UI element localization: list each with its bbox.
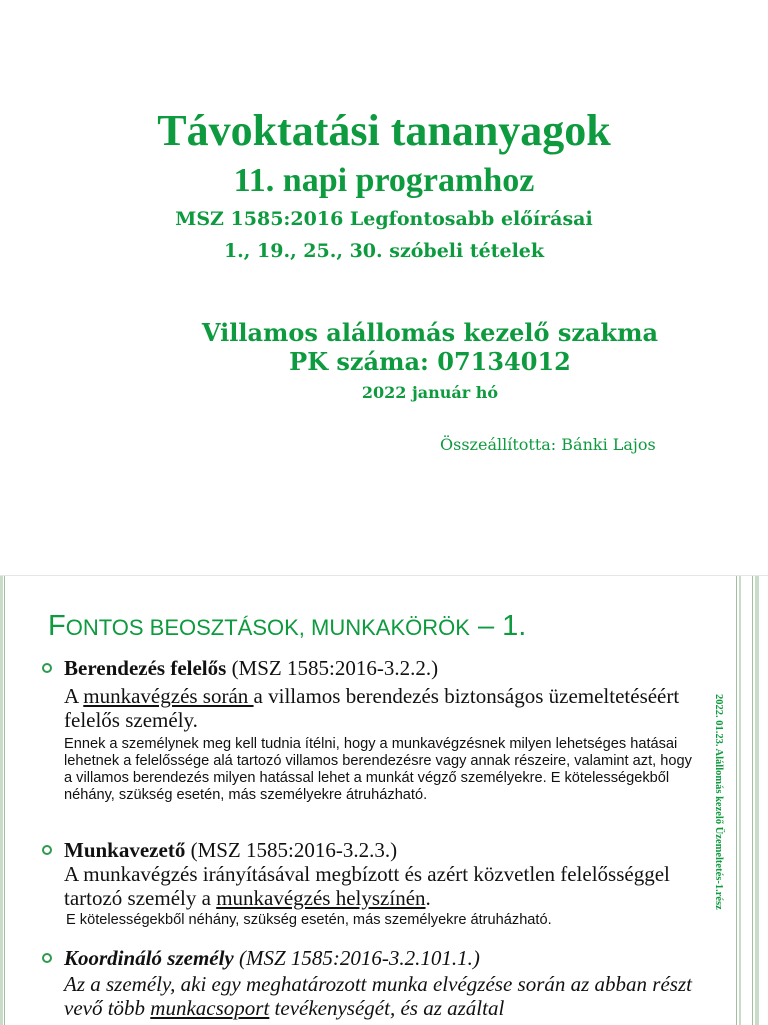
- exam-items-line: 1., 19., 25., 30. szóbeli tételek: [223, 240, 545, 262]
- slide-title: Távoktatási tananyagok: [157, 106, 611, 155]
- vertical-footer-text: 2022. 01.23. Alállomás kezelő Üzemeltetés-1.rész: [713, 694, 724, 910]
- item-reference: (MSZ 1585:2016-3.2.2.): [226, 656, 439, 680]
- bullet-icon: [42, 663, 52, 673]
- item-definition: [64, 972, 714, 1020]
- right-border-stripe: [739, 576, 741, 1025]
- definition-underlined: munkacsoport: [150, 996, 270, 1020]
- item-detail: Ennek a személynek meg kell tudnia ítélni, hogy a munkavégzésnek milyen lehetséges hatásai lehetnek a felelőssége alá tartozó villamos berendezésre vagy annak részeire, valamint azt, hogy a villamos berendezés milyen hatással lehet a munkát végző személyekre. E kötelességekből néhány, szükség esetén, más személyekre átruházható.: [64, 736, 692, 803]
- item-term: Berendezés felelős: [64, 656, 227, 680]
- definition-text-rest: a villamos berendezés biztonságos üzemeltetéséért felelős személy.: [64, 684, 680, 732]
- definition-text: A: [64, 684, 84, 708]
- definition-underlined: munkavégzés helyszínén: [216, 886, 426, 910]
- standard-line: MSZ 1585:2016 Legfontosabb előírásai: [175, 208, 593, 230]
- definition-text: A munkavégzés irányításával megbízott és azért közvetlen felelősséggel tartozó személy a: [64, 862, 670, 910]
- definition-underlined: munkavégzés során: [83, 684, 254, 708]
- item-term: Munkavezető: [64, 838, 186, 862]
- heading-initial: F: [48, 610, 66, 642]
- heading-rest: ONTOS BEOSZTÁSOK, MUNKAKÖRÖK: [65, 615, 470, 640]
- author-line: Összeállította: Bánki Lajos: [440, 435, 656, 454]
- definition-text-rest: .: [425, 886, 431, 910]
- left-border-line: [4, 576, 5, 1025]
- bullet-icon: [42, 845, 52, 855]
- item-definition: [64, 862, 714, 910]
- right-border-line: [736, 576, 737, 1025]
- profession-line: Villamos alállomás kezelő szakma: [201, 318, 659, 347]
- slide-subtitle: 11. napi programhoz: [233, 162, 535, 199]
- right-border-stripe-outer: [755, 576, 759, 1025]
- right-border-line-outer: [752, 576, 753, 1025]
- left-border-stripe: [0, 576, 3, 1025]
- date-line: 2022 január hó: [361, 383, 499, 402]
- item-detail: E kötelességekből néhány, szükség esetén, más személyekre átruházható.: [66, 912, 552, 928]
- definition-text-rest: tevékenységét, és az azáltal: [269, 996, 505, 1020]
- pk-number-line: PK száma: 07134012: [289, 347, 571, 376]
- item-reference: (MSZ 1585:2016-3.2.101.1.): [233, 946, 480, 970]
- item-heading: [64, 656, 714, 680]
- heading-suffix: – 1.: [469, 610, 527, 642]
- item-definition: [64, 684, 714, 732]
- item-heading: [64, 946, 714, 970]
- item-term: Koordináló személy: [64, 946, 234, 970]
- bullet-icon: [42, 953, 52, 963]
- item-heading: [64, 838, 714, 862]
- vertical-footer: [708, 694, 730, 994]
- definition-text: Az a személy, aki egy meghatározott munka elvégzése során az abban részt vevő több: [64, 972, 692, 1020]
- item-reference: (MSZ 1585:2016-3.2.3.): [185, 838, 398, 862]
- slide-heading: [48, 606, 708, 648]
- content-slide: [0, 575, 768, 1025]
